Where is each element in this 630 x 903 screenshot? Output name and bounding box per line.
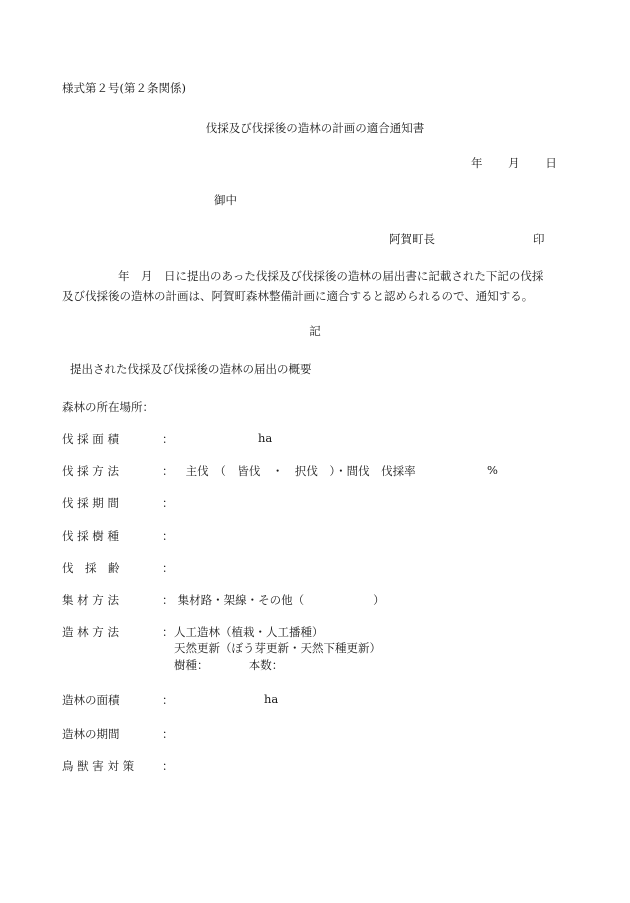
field-age: [62, 560, 174, 576]
field-age-label: 伐 採 齢: [62, 561, 120, 575]
field-area-label: 伐 採 面 積: [62, 432, 119, 446]
field-method-label: 伐 採 方 法: [62, 464, 119, 478]
summary-heading: 提出された伐採及び伐採後の造林の届出の概要: [70, 362, 312, 376]
date-month: 月: [508, 156, 520, 170]
field-logging-value: 集材路・架線・その他（ ）: [177, 593, 385, 607]
field-method: [62, 463, 498, 479]
field-area-colon: ：: [162, 432, 174, 446]
field-wildlife-label: 鳥 獣 害 対 策: [62, 759, 135, 773]
field-reforestation-line2: 天然更新（ぼう芽更新・天然下種更新）: [174, 641, 381, 655]
addressee: 御中: [214, 193, 237, 207]
field-refor-area-label: 造林の面積: [62, 693, 120, 707]
issuer-name: 阿賀町長: [389, 232, 435, 246]
field-reforestation-colon: ：: [162, 625, 174, 639]
date-year: 年: [471, 156, 483, 170]
field-refor-period: [62, 726, 174, 742]
notice-body: [62, 266, 562, 306]
field-refor-period-label: 造林の期間: [62, 727, 120, 741]
field-logging-colon: ：: [162, 593, 174, 607]
field-species: [62, 528, 174, 544]
field-method-value: 主伐 （ 皆伐 ・ 択伐 ）・間伐 伐採率: [185, 464, 416, 478]
field-location-label: 森林の所在場所：: [62, 400, 154, 414]
field-period: [62, 495, 174, 511]
field-reforestation: [62, 624, 381, 674]
field-area: [62, 431, 273, 447]
field-species-label: 伐 採 樹 種: [62, 529, 119, 543]
notice-body-line1: 年 月 日に提出のあった伐採及び伐採後の造林の届出書に記載された下記の伐採: [118, 269, 544, 283]
form-number: 様式第２号(第２条関係): [62, 81, 186, 95]
field-method-colon: ：: [162, 464, 174, 478]
seal-mark: 印: [533, 232, 545, 246]
field-reforestation-line3: 樹種： 本数：: [174, 658, 284, 672]
field-wildlife-colon: ：: [162, 759, 174, 773]
field-method-unit: %: [487, 463, 498, 477]
field-reforestation-line1: 人工造林（植栽・人工播種）: [174, 625, 324, 639]
field-refor-area-colon: ：: [162, 693, 174, 707]
field-species-colon: ：: [162, 529, 174, 543]
notice-body-line2: 及び伐採後の造林の計画は、阿賀町森林整備計画に適合すると認められるので、通知する。: [62, 289, 534, 303]
document-title: 伐採及び伐採後の造林の計画の適合通知書: [205, 121, 425, 135]
date-line: [471, 155, 557, 171]
field-location: [62, 399, 154, 415]
field-logging: [62, 592, 385, 608]
field-wildlife: [62, 758, 174, 774]
field-reforestation-label: 造 林 方 法: [62, 625, 119, 639]
field-period-colon: ：: [162, 496, 174, 510]
field-age-colon: ：: [162, 561, 174, 575]
field-area-unit: ha: [258, 431, 273, 445]
ki-heading: 記: [309, 324, 321, 338]
field-refor-area-unit: ha: [264, 692, 279, 706]
field-period-label: 伐 採 期 間: [62, 496, 119, 510]
field-refor-area: [62, 692, 279, 708]
field-logging-label: 集 材 方 法: [62, 593, 119, 607]
field-refor-period-colon: ：: [162, 727, 174, 741]
date-day: 日: [545, 156, 557, 170]
